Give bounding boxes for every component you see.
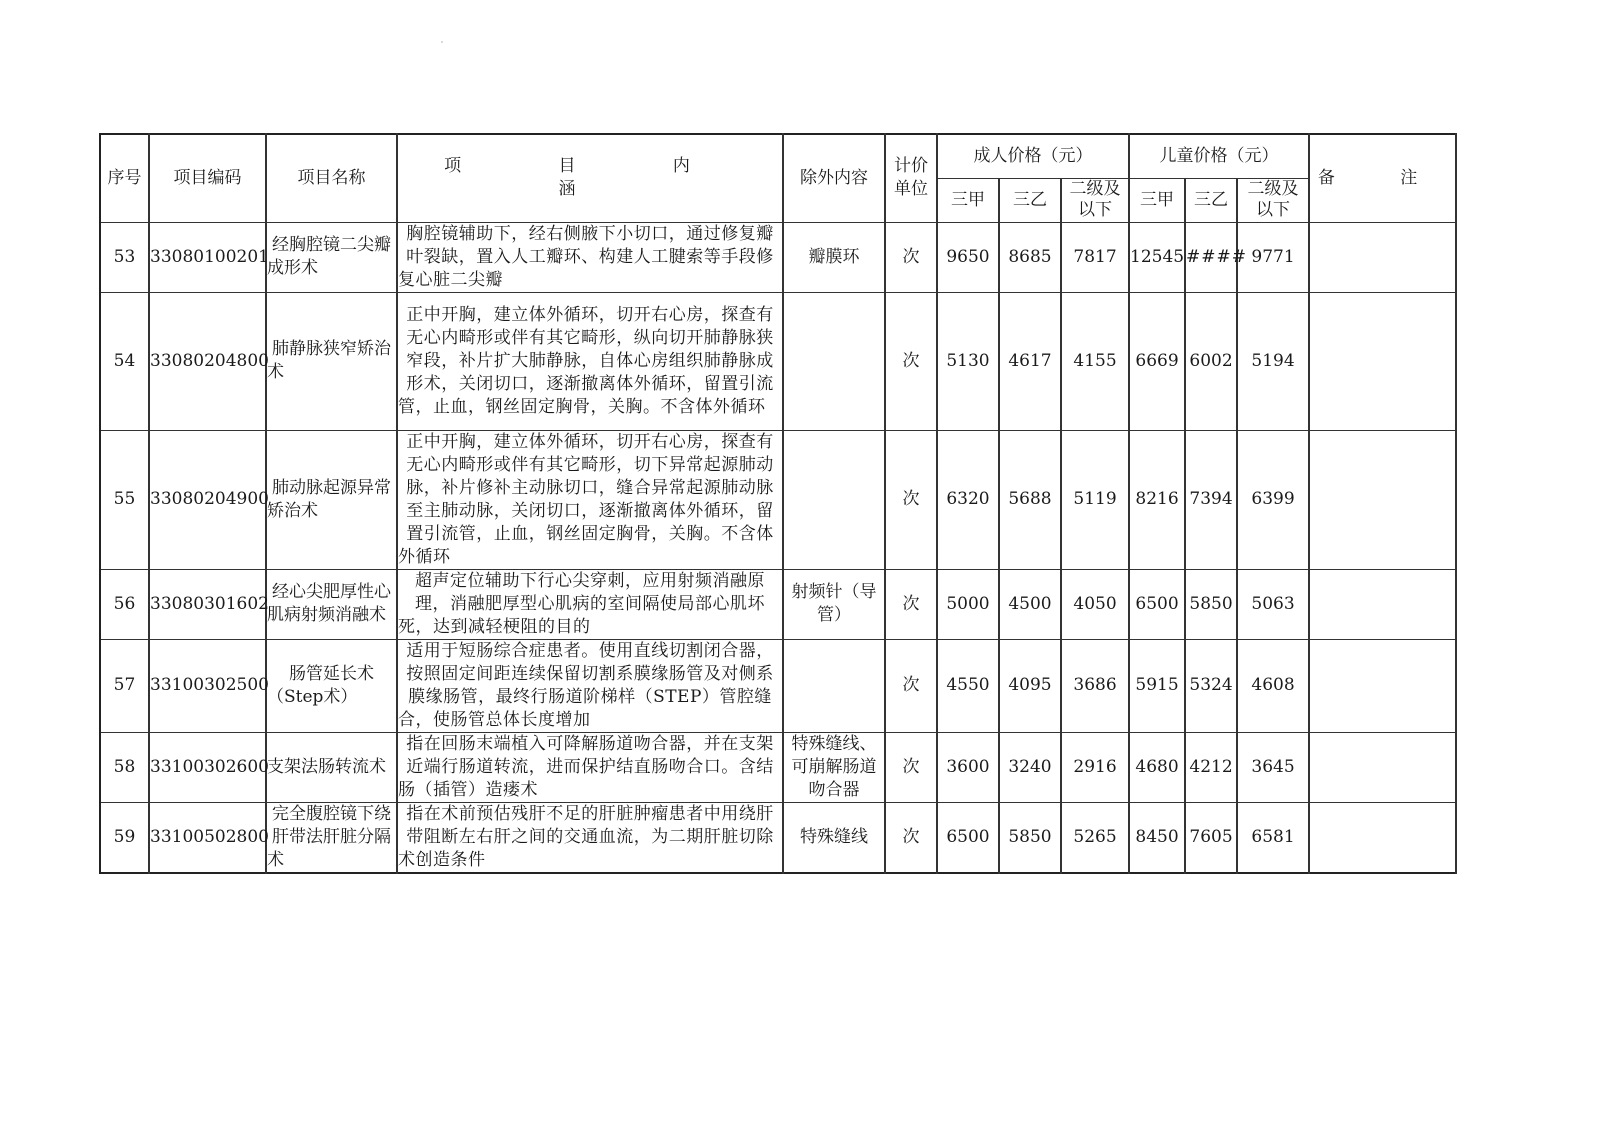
cell-adult-b3: 8685 (999, 222, 1061, 292)
cell-note (1309, 292, 1456, 430)
cell-adult-b3: 5688 (999, 430, 1061, 569)
cell-child-2: 6581 (1237, 802, 1309, 873)
cell-note (1309, 802, 1456, 873)
header-child-price: 儿童价格（元） (1129, 134, 1309, 178)
cell-adult-a3: 5130 (937, 292, 999, 430)
scan-speck (441, 41, 443, 43)
cell-adult-b3: 5850 (999, 802, 1061, 873)
cell-seq: 54 (100, 292, 149, 430)
header-adult-price: 成人价格（元） (937, 134, 1129, 178)
table-row (100, 639, 1456, 732)
header-adult-a3: 三甲 (937, 178, 999, 222)
cell-unit: 次 (885, 292, 937, 430)
cell-unit: 次 (885, 222, 937, 292)
cell-content: 胸腔镜辅助下，经右侧腋下小切口，通过修复瓣叶裂缺，置入人工瓣环、构建人工腱索等手段修复心脏二尖瓣 (397, 222, 783, 292)
cell-adult-a3: 6320 (937, 430, 999, 569)
cell-content: 指在术前预估残肝不足的肝脏肿瘤患者中用绕肝带阻断左右肝之间的交通血流，为二期肝脏切除术创造条件 (397, 802, 783, 873)
cell-content: 正中开胸，建立体外循环，切开右心房，探查有无心内畸形或伴有其它畸形，切下异常起源肺动脉，补片修补主动脉切口，缝合异常起源肺动脉至主肺动脉，关闭切口，逐渐撤离体外循环，留置引流管，止血，钢丝固定胸骨，关胸。不含体外循环 (397, 430, 783, 569)
cell-note (1309, 569, 1456, 639)
cell-child-2: 5063 (1237, 569, 1309, 639)
cell-code: 33080204800 (149, 292, 266, 430)
cell-child-a3: 12545 (1129, 222, 1185, 292)
cell-name: 经胸腔镜二尖瓣成形术 (266, 222, 397, 292)
cell-child-a3: 6500 (1129, 569, 1185, 639)
cell-exclude: 特殊缝线、可崩解肠道吻合器 (783, 732, 885, 802)
price-table (99, 133, 1457, 874)
cell-child-2: 6399 (1237, 430, 1309, 569)
cell-child-b3: 7605 (1185, 802, 1237, 873)
cell-content: 正中开胸，建立体外循环，切开右心房，探查有无心内畸形或伴有其它畸形，纵向切开肺静脉狭窄段，补片扩大肺静脉，自体心房组织肺静脉成形术，关闭切口，逐渐撤离体外循环，留置引流管，止血，钢丝固定胸骨，关胸。不含体外循环 (397, 292, 783, 430)
cell-child-b3: 7394 (1185, 430, 1237, 569)
cell-exclude (783, 292, 885, 430)
cell-child-2: 5194 (1237, 292, 1309, 430)
cell-seq: 58 (100, 732, 149, 802)
header-child-a3: 三甲 (1129, 178, 1185, 222)
cell-adult-2: 4155 (1061, 292, 1129, 430)
cell-name: 支架法肠转流术 (266, 732, 397, 802)
cell-note (1309, 430, 1456, 569)
cell-exclude (783, 430, 885, 569)
cell-exclude: 射频针（导管） (783, 569, 885, 639)
header-code: 项目编码 (149, 134, 266, 222)
table-row (100, 292, 1456, 430)
header-child-b3: 三乙 (1185, 178, 1237, 222)
header-unit: 计价单位 (885, 134, 937, 222)
cell-child-a3: 4680 (1129, 732, 1185, 802)
header-note: 备 注 (1309, 134, 1456, 222)
cell-exclude (783, 639, 885, 732)
header-seq: 序号 (100, 134, 149, 222)
cell-child-a3: 8216 (1129, 430, 1185, 569)
cell-unit: 次 (885, 802, 937, 873)
cell-adult-2: 5119 (1061, 430, 1129, 569)
cell-adult-a3: 6500 (937, 802, 999, 873)
cell-adult-2: 5265 (1061, 802, 1129, 873)
header-content: 项 目 内 涵 (397, 134, 783, 222)
cell-adult-a3: 4550 (937, 639, 999, 732)
cell-adult-2: 7817 (1061, 222, 1129, 292)
cell-child-a3: 5915 (1129, 639, 1185, 732)
cell-content: 适用于短肠综合症患者。使用直线切割闭合器，按照固定间距连续保留切割系膜缘肠管及对侧系膜缘肠管，最终行肠道阶梯样（STEP）管腔缝合，使肠管总体长度增加 (397, 639, 783, 732)
cell-child-a3: 6669 (1129, 292, 1185, 430)
cell-content: 指在回肠末端植入可降解肠道吻合器，并在支架近端行肠道转流，进而保护结直肠吻合口。含结肠（插管）造瘘术 (397, 732, 783, 802)
cell-note (1309, 222, 1456, 292)
cell-note (1309, 732, 1456, 802)
cell-code: 33080100201 (149, 222, 266, 292)
cell-name: 肠管延长术（Step术） (266, 639, 397, 732)
cell-seq: 53 (100, 222, 149, 292)
header-adult-b3: 三乙 (999, 178, 1061, 222)
cell-exclude: 特殊缝线 (783, 802, 885, 873)
cell-unit: 次 (885, 639, 937, 732)
cell-unit: 次 (885, 569, 937, 639)
cell-seq: 56 (100, 569, 149, 639)
cell-adult-b3: 3240 (999, 732, 1061, 802)
cell-adult-b3: 4617 (999, 292, 1061, 430)
cell-child-2: 9771 (1237, 222, 1309, 292)
cell-adult-a3: 5000 (937, 569, 999, 639)
cell-name: 肺动脉起源异常矫治术 (266, 430, 397, 569)
cell-note (1309, 639, 1456, 732)
cell-adult-2: 4050 (1061, 569, 1129, 639)
cell-name: 经心尖肥厚性心肌病射频消融术 (266, 569, 397, 639)
table-row (100, 222, 1456, 292)
header-exclude: 除外内容 (783, 134, 885, 222)
cell-unit: 次 (885, 430, 937, 569)
cell-unit: 次 (885, 732, 937, 802)
table-row (100, 430, 1456, 569)
cell-seq: 57 (100, 639, 149, 732)
cell-adult-a3: 3600 (937, 732, 999, 802)
table-row (100, 732, 1456, 802)
cell-content: 超声定位辅助下行心尖穿刺，应用射频消融原理，消融肥厚型心肌病的室间隔使局部心肌坏死，达到减轻梗阻的目的 (397, 569, 783, 639)
cell-name: 肺静脉狭窄矫治术 (266, 292, 397, 430)
cell-child-b3: 4212 (1185, 732, 1237, 802)
cell-adult-2: 3686 (1061, 639, 1129, 732)
cell-child-2: 4608 (1237, 639, 1309, 732)
cell-code: 33080301602 (149, 569, 266, 639)
cell-seq: 55 (100, 430, 149, 569)
cell-exclude: 瓣膜环 (783, 222, 885, 292)
cell-child-a3: 8450 (1129, 802, 1185, 873)
cell-child-b3: 5850 (1185, 569, 1237, 639)
cell-name: 完全腹腔镜下绕肝带法肝脏分隔术 (266, 802, 397, 873)
cell-child-b3: #### (1185, 222, 1237, 292)
cell-child-2: 3645 (1237, 732, 1309, 802)
header-row (100, 134, 1456, 178)
header-child-2: 二级及以下 (1237, 178, 1309, 222)
cell-adult-a3: 9650 (937, 222, 999, 292)
table-row (100, 569, 1456, 639)
cell-adult-b3: 4500 (999, 569, 1061, 639)
header-adult-2: 二级及以下 (1061, 178, 1129, 222)
cell-adult-b3: 4095 (999, 639, 1061, 732)
cell-child-b3: 5324 (1185, 639, 1237, 732)
cell-adult-2: 2916 (1061, 732, 1129, 802)
cell-child-b3: 6002 (1185, 292, 1237, 430)
header-name: 项目名称 (266, 134, 397, 222)
table-row (100, 802, 1456, 873)
cell-code: 33080204900 (149, 430, 266, 569)
cell-code: 33100302600 (149, 732, 266, 802)
cell-code: 33100502800 (149, 802, 266, 873)
cell-code: 33100302500 (149, 639, 266, 732)
cell-seq: 59 (100, 802, 149, 873)
table-body (100, 134, 1456, 873)
